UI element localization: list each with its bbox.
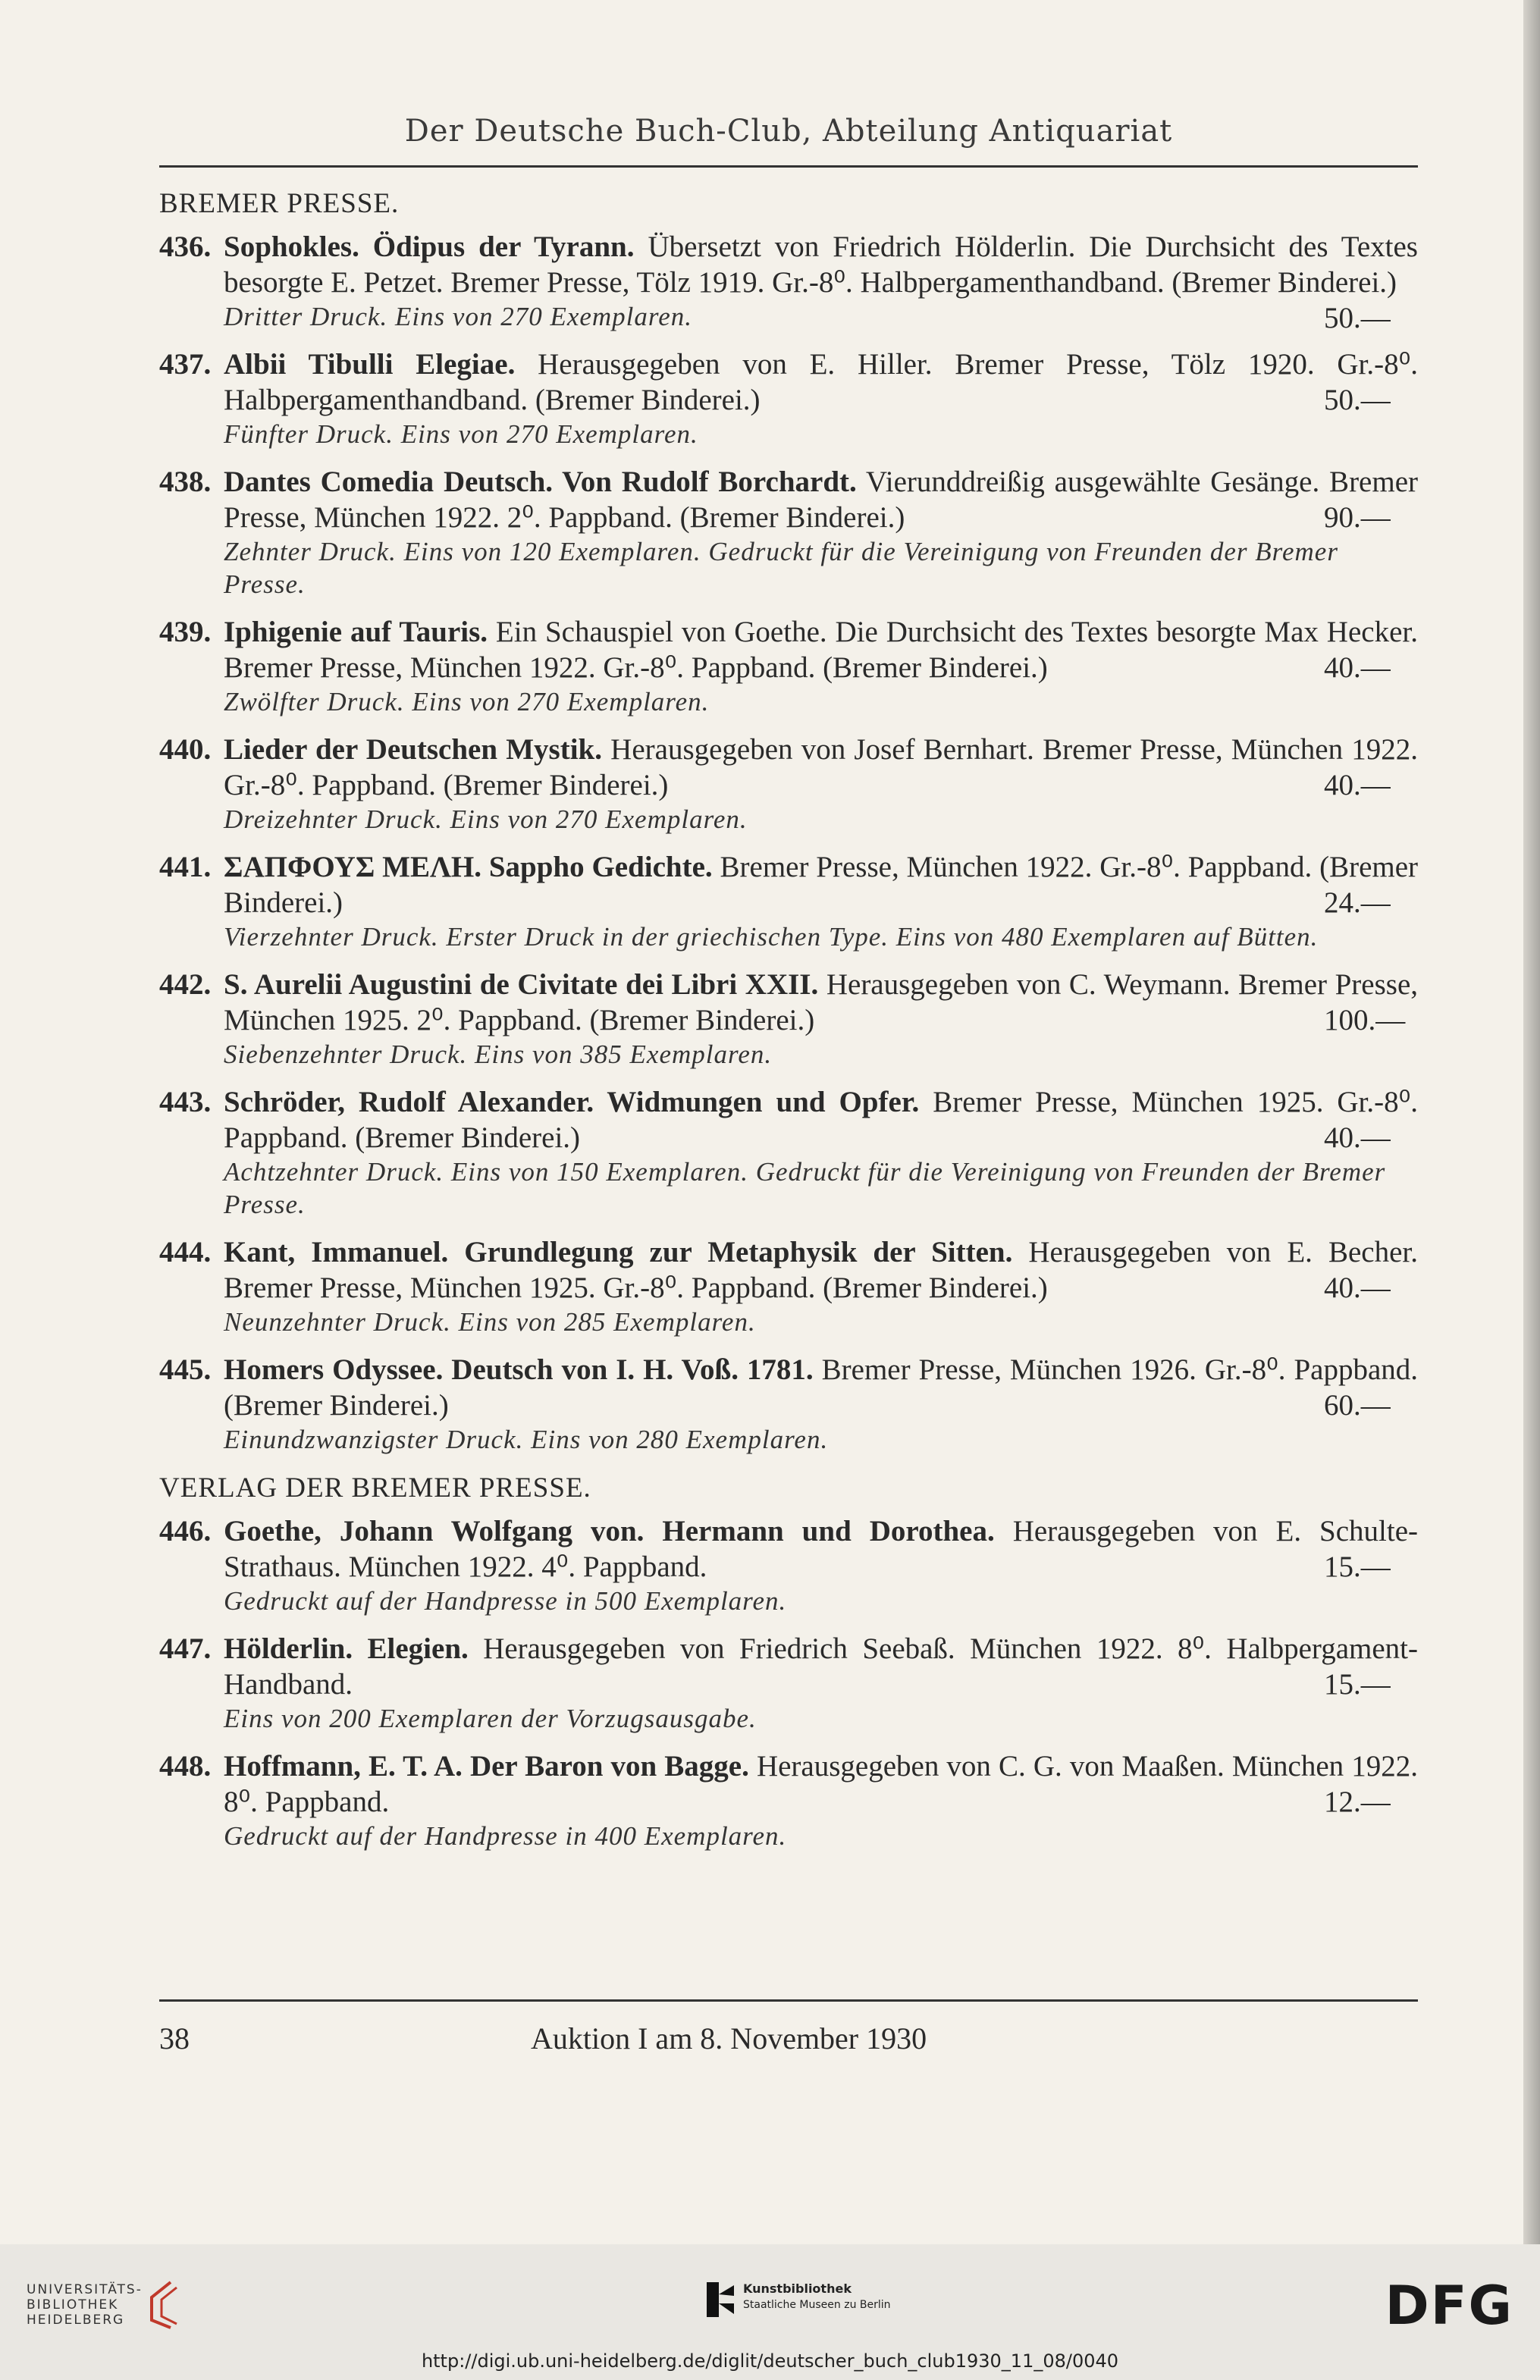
entry-description: Bremer Presse, München 1925. Gr.-8⁰. Pappband. (Bremer Binderei.)	[224, 1086, 1419, 1154]
entry-title: Sophokles. Ödipus der Tyrann.	[224, 230, 635, 263]
catalog-entry	[159, 1631, 1418, 1735]
entry-title: Dantes Comedia Deutsch. Von Rudolf Borchardt.	[224, 466, 857, 498]
entry-price: 24.—	[1324, 886, 1391, 919]
entry-body	[159, 967, 1418, 1038]
entry-price: 40.—	[1324, 769, 1391, 801]
entry-price: 12.—	[1324, 1786, 1391, 1818]
entry-description: Ein Schauspiel von Goethe. Die Durchsicht des Textes besorgte Max Hecker. Bremer Presse, München 1922. Gr.-8⁰. Pappband. (Bremer Binderei.)	[224, 616, 1418, 684]
catalog-entry	[159, 732, 1418, 836]
entry-price: 50.—	[1324, 302, 1391, 334]
entry-title: Homers Odyssee. Deutsch von I. H. Voß. 1781.	[224, 1353, 814, 1386]
entry-title: Hoffmann, E. T. A. Der Baron von Bagge.	[224, 1750, 749, 1783]
page-edge	[1523, 0, 1540, 2244]
university-line-3: HEIDELBERG	[27, 2313, 125, 2328]
entry-body	[159, 849, 1418, 920]
entry-number: 448.	[159, 1750, 212, 1783]
auction-line: Auktion I am 8. November 1930	[531, 2021, 927, 2055]
entry-title: ΣΑΠΦΟΥΣ ΜΕΛΗ. Sappho Gedichte.	[224, 851, 713, 883]
entry-body	[159, 1234, 1418, 1306]
entry-note: Gedruckt auf der Handpresse in 400 Exemplaren.	[224, 1821, 787, 1851]
entry-note: Zehnter Druck. Eins von 120 Exemplaren. Gedruckt für die Vereinigung von Freunden der Bremer Presse.	[224, 537, 1338, 599]
catalog-entry	[159, 1352, 1418, 1456]
source-url[interactable]: http://digi.ub.uni-heidelberg.de/diglit/deutscher_buch_club1930_11_08/0040	[421, 2350, 1119, 2372]
entry-number: 438.	[159, 466, 212, 498]
catalog-entry	[159, 849, 1418, 953]
page-number: 38	[159, 2021, 190, 2055]
entry-number: 444.	[159, 1236, 212, 1268]
entry-title: Albii Tibulli Elegiae.	[224, 348, 516, 381]
entry-description: Übersetzt von Friedrich Hölderlin. Die Durchsicht des Textes besorgte E. Petzet. Bremer Presse, Tölz 1919. Gr.-8⁰. Halbpergamenthandband. (Bremer Binderei.)	[224, 230, 1418, 299]
entry-description: Herausgegeben von C. G. von Maaßen. München 1922. 8⁰. Pappband.	[224, 1750, 1418, 1818]
catalog-content	[159, 185, 1418, 1866]
section-heading: BREMER PRESSE.	[159, 188, 400, 219]
entry-body	[159, 614, 1418, 685]
entry-price: 40.—	[1324, 1121, 1391, 1154]
entry-number: 442.	[159, 968, 212, 1001]
entry-description: Herausgegeben von Friedrich Seebaß. München 1922. 8⁰. Halbpergament-Handband.	[224, 1632, 1418, 1701]
kunstbibliothek-text[interactable]	[743, 2281, 891, 2313]
entry-note: Achtzehnter Druck. Eins von 150 Exemplaren. Gedruckt für die Vereinigung von Freunden der Bremer Presse.	[224, 1157, 1386, 1219]
entry-price: 40.—	[1324, 1272, 1391, 1304]
entry-title: S. Aurelii Augustini de Civitate dei Libri XXII.	[224, 968, 819, 1001]
entry-price: 90.—	[1324, 501, 1391, 534]
entry-body	[159, 1513, 1418, 1585]
entry-body	[159, 732, 1418, 803]
entry-body	[159, 464, 1418, 535]
entry-description: Bremer Presse, München 1926. Gr.-8⁰. Pappband. (Bremer Binderei.)	[224, 1353, 1418, 1422]
running-head: Der Deutsche Buch-Club, Abteilung Antiquariat	[404, 114, 1173, 149]
entry-description: Herausgegeben von E. Hiller. Bremer Presse, Tölz 1920. Gr.-8⁰. Halbpergamenthandband. (Bremer Binderei.)	[224, 348, 1419, 416]
entry-description: Bremer Presse, München 1922. Gr.-8⁰. Pappband. (Bremer Binderei.)	[224, 851, 1419, 919]
entry-description: Vierunddreißig ausgewählte Gesänge. Bremer Presse, München 1922. 2⁰. Pappband. (Bremer Binderei.)	[224, 466, 1418, 534]
entry-price: 50.—	[1324, 384, 1391, 416]
entry-number: 436.	[159, 230, 212, 263]
entry-body	[159, 1631, 1418, 1702]
entry-body	[159, 1352, 1418, 1423]
entry-note: Gedruckt auf der Handpresse in 500 Exemplaren.	[224, 1586, 787, 1616]
entry-title: Kant, Immanuel. Grundlegung zur Metaphysik der Sitten.	[224, 1236, 1013, 1268]
entry-note: Dritter Druck. Eins von 270 Exemplaren.	[224, 302, 693, 331]
catalog-entry	[159, 229, 1418, 333]
entry-description: Herausgegeben von C. Weymann. Bremer Presse, München 1925. 2⁰. Pappband. (Bremer Binderei.)	[224, 968, 1418, 1036]
entry-description: Herausgegeben von Josef Bernhart. Bremer Presse, München 1922. Gr.-8⁰. Pappband. (Bremer Binderei.)	[224, 733, 1419, 801]
header-rule	[159, 165, 1418, 168]
section-heading: VERLAG DER BREMER PRESSE.	[159, 1472, 591, 1504]
entry-title: Lieder der Deutschen Mystik.	[224, 733, 602, 766]
entry-number: 446.	[159, 1515, 212, 1547]
entry-title: Iphigenie auf Tauris.	[224, 616, 488, 648]
catalog-entry	[159, 967, 1418, 1071]
entry-number: 437.	[159, 348, 212, 381]
entry-price: 15.—	[1324, 1551, 1391, 1583]
kb-subtitle: Staatliche Museen zu Berlin	[743, 2299, 891, 2311]
catalog-entry	[159, 346, 1418, 450]
entry-note: Vierzehnter Druck. Erster Druck in der griechischen Type. Eins von 480 Exemplaren auf Bütten.	[224, 922, 1319, 952]
entry-price: 40.—	[1324, 651, 1391, 684]
catalog-entry	[159, 1748, 1418, 1852]
catalog-entry	[159, 464, 1418, 600]
university-line-1: UNIVERSITÄTS-	[27, 2282, 143, 2297]
entry-title: Goethe, Johann Wolfgang von. Hermann und Dorothea.	[224, 1515, 995, 1547]
catalog-entry	[159, 1513, 1418, 1617]
entry-number: 443.	[159, 1086, 212, 1118]
entry-note: Zwölfter Druck. Eins von 270 Exemplaren.	[224, 687, 710, 717]
footer-rule	[159, 1999, 1418, 2002]
entry-note: Siebenzehnter Druck. Eins von 385 Exemplaren.	[224, 1039, 773, 1069]
entry-number: 447.	[159, 1632, 212, 1665]
kunstbibliothek-logo-icon	[705, 2281, 735, 2319]
entry-note: Einundzwanzigster Druck. Eins von 280 Exemplaren.	[224, 1425, 829, 1454]
catalog-entry	[159, 614, 1418, 718]
entry-body	[159, 1748, 1418, 1820]
entry-number: 441.	[159, 851, 212, 883]
kb-title: Kunstbibliothek	[743, 2281, 852, 2296]
dfg-logo[interactable]: DFG	[1385, 2275, 1513, 2337]
entry-number: 439.	[159, 616, 212, 648]
entry-number: 445.	[159, 1353, 212, 1386]
entry-title: Hölderlin. Elegien.	[224, 1632, 469, 1665]
entry-note: Eins von 200 Exemplaren der Vorzugsausgabe.	[224, 1704, 757, 1733]
entry-price: 15.—	[1324, 1668, 1391, 1701]
entry-description: Herausgegeben von E. Schulte-Strathaus. München 1922. 4⁰. Pappband.	[224, 1515, 1419, 1583]
catalog-entry	[159, 1234, 1418, 1338]
entry-price: 60.—	[1324, 1389, 1391, 1422]
entry-number: 440.	[159, 733, 212, 766]
entry-note: Neunzehnter Druck. Eins von 285 Exemplaren.	[224, 1307, 756, 1337]
university-mark-icon	[140, 2278, 186, 2331]
entry-title: Schröder, Rudolf Alexander. Widmungen und Opfer.	[224, 1086, 920, 1118]
entry-price: 100.—	[1324, 1004, 1406, 1036]
entry-body	[159, 1084, 1418, 1156]
entry-description: Herausgegeben von E. Becher. Bremer Presse, München 1925. Gr.-8⁰. Pappband. (Bremer Binderei.)	[224, 1236, 1418, 1304]
entry-body	[159, 346, 1418, 418]
entry-note: Fünfter Druck. Eins von 270 Exemplaren.	[224, 419, 698, 449]
university-line-2: BIBLIOTHEK	[27, 2297, 119, 2313]
catalog-entry	[159, 1084, 1418, 1221]
entry-note: Dreizehnter Druck. Eins von 270 Exemplaren.	[224, 804, 748, 834]
